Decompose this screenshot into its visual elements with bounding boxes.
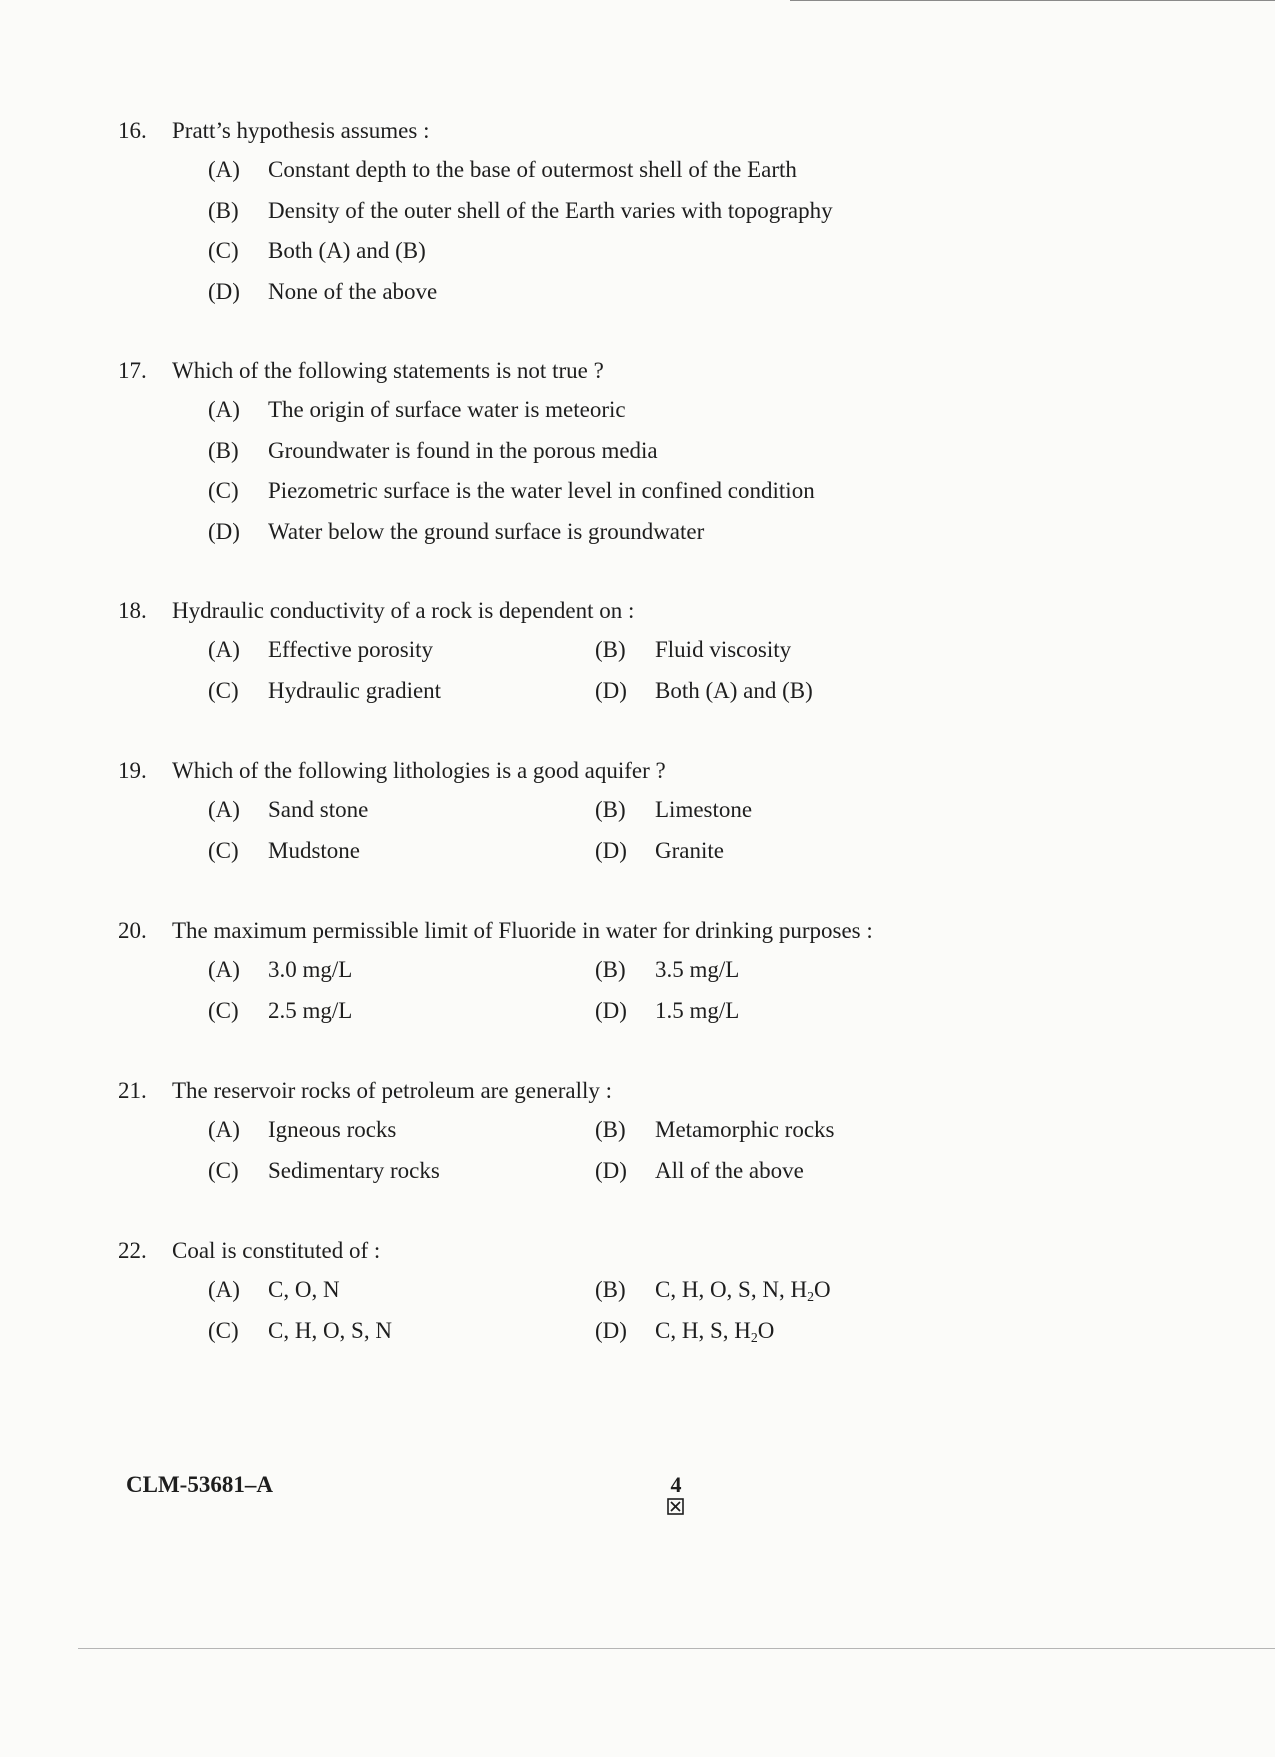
option-d — [595, 998, 995, 1039]
option-label: (C) — [208, 837, 239, 863]
option-text: Density of the outer shell of the Earth varies with topography — [268, 197, 833, 223]
option-b — [208, 438, 1118, 479]
option-b — [595, 1117, 995, 1158]
option-label: (D) — [208, 518, 240, 544]
question-number: 17. — [118, 358, 147, 383]
option-c — [208, 838, 595, 879]
option-b — [595, 1277, 995, 1318]
paper-code: CLM-53681–A — [126, 1472, 273, 1497]
question-17 — [118, 358, 1118, 559]
question-text: Pratt’s hypothesis assumes : — [172, 118, 430, 143]
option-label: (A) — [208, 797, 240, 822]
option-text: Hydraulic gradient — [268, 677, 442, 703]
option-a — [208, 1117, 595, 1158]
option-c — [208, 478, 1118, 519]
option-d — [595, 1318, 995, 1359]
option-text: Granite — [655, 837, 724, 863]
option-c — [208, 678, 595, 719]
question-text: Coal is constituted of : — [172, 1238, 381, 1263]
option-label: (A) — [208, 157, 240, 182]
option-text: Igneous rocks — [268, 1117, 397, 1142]
option-label: (D) — [595, 997, 627, 1023]
boxed-x-icon — [667, 1498, 684, 1515]
option-c — [208, 1158, 595, 1199]
option-b — [595, 797, 995, 838]
question-18 — [118, 598, 1118, 718]
option-text: Mudstone — [268, 837, 360, 863]
question-number: 20. — [118, 918, 147, 943]
option-d — [595, 838, 995, 879]
option-label: (B) — [208, 437, 239, 463]
option-label: (B) — [595, 1117, 626, 1142]
option-text — [655, 1318, 995, 1344]
option-text: Effective porosity — [268, 637, 433, 662]
option-d — [208, 279, 1118, 320]
question-text: The maximum permissible limit of Fluoride in water for drinking purposes : — [172, 918, 873, 943]
option-text: The origin of surface water is meteoric — [268, 397, 626, 422]
option-a — [208, 957, 595, 998]
option-label: (C) — [208, 1317, 239, 1343]
question-number: 22. — [118, 1238, 147, 1263]
question-number: 16. — [118, 118, 147, 143]
option-label: (C) — [208, 238, 239, 263]
option-a — [208, 157, 1118, 198]
question-20 — [118, 918, 1118, 1038]
option-text: Water below the ground surface is groundwater — [268, 518, 705, 544]
option-text: Metamorphic rocks — [655, 1117, 835, 1142]
question-19 — [118, 758, 1118, 878]
page-number: 4 — [670, 1472, 682, 1497]
question-number: 18. — [118, 598, 147, 623]
question-16 — [118, 118, 1118, 319]
option-c — [208, 238, 1118, 279]
option-text — [655, 1277, 995, 1303]
option-d — [595, 1158, 995, 1199]
option-text: Piezometric surface is the water level in confined condition — [268, 478, 815, 503]
question-text: Which of the following statements is not true ? — [172, 358, 604, 383]
option-b — [595, 957, 995, 998]
option-label: (D) — [595, 837, 627, 863]
option-label: (A) — [208, 1117, 240, 1142]
option-text: None of the above — [268, 278, 438, 304]
option-a — [208, 637, 595, 678]
option-text: Both (A) and (B) — [268, 238, 426, 263]
option-a — [208, 797, 595, 838]
option-d — [595, 678, 995, 719]
option-text: Limestone — [655, 797, 753, 822]
formula-tail: O — [757, 1317, 775, 1343]
question-number: 21. — [118, 1078, 147, 1103]
option-label: (A) — [208, 397, 240, 422]
option-text: C, O, N — [268, 1277, 340, 1302]
option-label: (B) — [595, 637, 626, 662]
formula-text: C, H, S, H — [655, 1317, 751, 1343]
question-22 — [118, 1238, 1118, 1358]
top-edge-rule — [790, 0, 1275, 1]
option-d — [208, 519, 1118, 560]
option-label: (C) — [208, 677, 239, 703]
option-text: 3.5 mg/L — [655, 957, 740, 982]
bottom-edge-rule — [78, 1648, 1275, 1649]
option-text: Both (A) and (B) — [655, 677, 813, 703]
option-text: Fluid viscosity — [655, 637, 792, 662]
option-a — [208, 397, 1118, 438]
formula-subscript: 2 — [807, 1289, 814, 1304]
option-c — [208, 998, 595, 1039]
option-b — [595, 637, 995, 678]
option-label: (C) — [208, 1157, 239, 1183]
option-a — [208, 1277, 595, 1318]
option-c — [208, 1318, 595, 1359]
option-text: Groundwater is found in the porous media — [268, 437, 658, 463]
formula-subscript: 2 — [750, 1329, 758, 1345]
option-text: Sand stone — [268, 797, 369, 822]
option-text: Sedimentary rocks — [268, 1157, 440, 1183]
option-label: (A) — [208, 957, 240, 982]
option-label: (D) — [595, 1317, 627, 1343]
question-text: Which of the following lithologies is a good aquifer ? — [172, 758, 666, 783]
option-label: (D) — [595, 677, 627, 703]
option-label: (C) — [208, 478, 239, 503]
option-label: (A) — [208, 637, 240, 662]
option-label: (B) — [208, 197, 239, 223]
option-b — [208, 198, 1118, 239]
option-label: (D) — [208, 278, 240, 304]
question-text: The reservoir rocks of petroleum are generally : — [172, 1078, 612, 1103]
option-text: All of the above — [655, 1157, 804, 1183]
question-text: Hydraulic conductivity of a rock is dependent on : — [172, 598, 635, 623]
option-text: Constant depth to the base of outermost shell of the Earth — [268, 157, 797, 182]
option-text: 2.5 mg/L — [268, 997, 353, 1023]
option-text: 1.5 mg/L — [655, 997, 740, 1023]
option-label: (D) — [595, 1157, 627, 1183]
option-text: 3.0 mg/L — [268, 957, 353, 982]
option-label: (B) — [595, 797, 626, 822]
option-text: C, H, O, S, N — [268, 1317, 392, 1343]
option-label: (A) — [208, 1277, 240, 1302]
question-21 — [118, 1078, 1118, 1198]
formula-text: C, H, O, S, N, H — [655, 1277, 808, 1302]
option-label: (B) — [595, 957, 626, 982]
formula-tail: O — [813, 1277, 831, 1302]
question-number: 19. — [118, 758, 147, 783]
option-label: (B) — [595, 1277, 626, 1302]
option-label: (C) — [208, 997, 239, 1023]
